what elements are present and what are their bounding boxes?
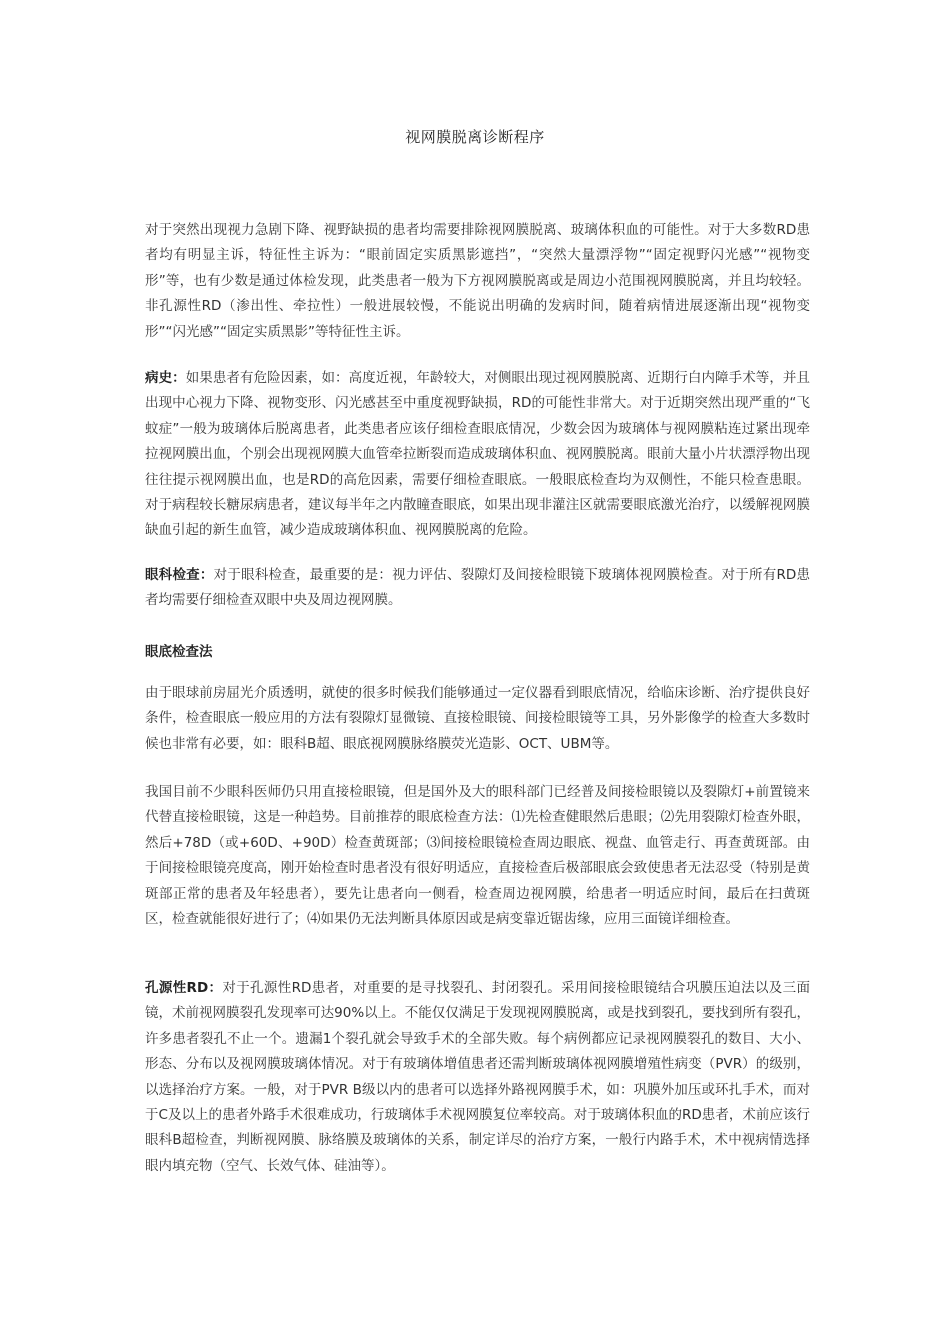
exam-paragraph bbox=[145, 563, 810, 614]
fundus-heading: 眼底检查法 bbox=[145, 644, 213, 660]
fundus-paragraph-2: 我国目前不少眼科医师仍只用直接检眼镜，但是国外及大的眼科部门已经普及间接检眼镜以及裂隙灯+前置镜来代替直接检眼镜，这是一种趋势。目前推荐的眼底检查方法：⑴先检查健眼然后患眼；⑵先用裂隙灯检查外眼，然后+78D（或+60D、+90D）检查黄斑部；⑶间接检眼镜检查周边眼底、视盘、血管走行、再查黄斑部。由于间接检眼镜亮度高，刚开始检查时患者没有很好明适应，直接检查后极部眼底会致使患者无法忍受（特别是黄斑部正常的患者及年轻患者），要先让患者向一侧看，检查周边视网膜，给患者一明适应时间，最后在扫黄斑区，检查就能很好进行了；⑷如果仍无法判断具体原因或是病变靠近锯齿缘，应用三面镜详细检查。 bbox=[145, 784, 810, 928]
fundus-paragraph-1: 由于眼球前房屈光介质透明，就使的很多时候我们能够通过一定仪器看到眼底情况，给临床诊断、治疗提供良好条件，检查眼底一般应用的方法有裂隙灯显微镜、直接检眼镜、间接检眼镜等工具，另外影像学的检查大多数时候也非常有必要，如：眼科B超、眼底视网膜脉络膜荧光造影、OCT、UBM等。 bbox=[145, 685, 810, 752]
exam-text: 对于眼科检查，最重要的是：视力评估、裂隙灯及间接检眼镜下玻璃体视网膜检查。对于所有RD患者均需要仔细检查双眼中央及周边视网膜。 bbox=[145, 567, 810, 609]
rrd-text: 对于孔源性RD患者，对重要的是寻找裂孔、封闭裂孔。采用间接检眼镜结合巩膜压迫法以及三面镜，术前视网膜裂孔发现率可达90%以上。不能仅仅满足于发现视网膜脱离，或是找到裂孔，要找到所有裂孔，许多患者裂孔不止一个。遗漏1个裂孔就会导致手术的全部失败。每个病例都应记录视网膜裂孔的数目、大小、形态、分布以及视网膜玻璃体情况。对于有玻璃体增值患者还需判断玻璃体视网膜增殖性病变（PVR）的级别，以选择治疗方案。一般，对于PVR B级以内的患者可以选择外路视网膜手术，如：巩膜外加压或环扎手术，而对于C及以上的患者外路手术很难成功，行玻璃体手术视网膜复位率较高。对于玻璃体积血的RD患者，术前应该行眼科B超检查，判断视网膜、脉络膜及玻璃体的关系，制定详尽的治疗方案，一般行内路手术，术中视病情选择眼内填充物（空气、长效气体、硅油等）。 bbox=[145, 980, 810, 1174]
document-title: 视网膜脱离诊断程序 bbox=[405, 128, 545, 146]
rrd-label: 孔源性RD： bbox=[145, 980, 223, 996]
history-paragraph bbox=[145, 366, 810, 544]
history-label: 病史： bbox=[145, 370, 186, 386]
exam-label: 眼科检查： bbox=[145, 567, 214, 583]
history-text: 如果患者有危险因素，如：高度近视，年龄较大，对侧眼出现过视网膜脱离、近期行白内障手术等，并且出现中心视力下降、视物变形、闪光感甚至中重度视野缺损，RD的可能性非常大。对于近期突然出现严重的“飞蚊症”一般为玻璃体后脱离患者，此类患者应该仔细检查眼底情况，少数会因为玻璃体与视网膜粘连过紧出现牵拉视网膜出血，个别会出现视网膜大血管牵拉断裂而造成玻璃体积血、视网膜脱离。眼前大量小片状漂浮物出现往往提示视网膜出血，也是RD的高危因素，需要仔细检查眼底。一般眼底检查均为双侧性，不能只检查患眼。对于病程较长糖尿病患者，建议每半年之内散瞳查眼底，如果出现非灌注区就需要眼底激光治疗，以缓解视网膜缺血引起的新生血管，减少造成玻璃体积血、视网膜脱离的危险。 bbox=[145, 370, 810, 539]
intro-paragraph: 对于突然出现视力急剧下降、视野缺损的患者均需要排除视网膜脱离、玻璃体积血的可能性。对于大多数RD患者均有明显主诉，特征性主诉为：“眼前固定实质黑影遮挡”，“突然大量漂浮物”“固定视野闪光感”“视物变形”等，也有少数是通过体检发现，此类患者一般为下方视网膜脱离或是周边小范围视网膜脱离，并且均较轻。非孔源性RD（渗出性、牵拉性）一般进展较慢，不能说出明确的发病时间，随着病情进展逐渐出现“视物变形”“闪光感”“固定实质黑影”等特征性主诉。 bbox=[145, 222, 810, 340]
rrd-paragraph bbox=[145, 976, 810, 1179]
